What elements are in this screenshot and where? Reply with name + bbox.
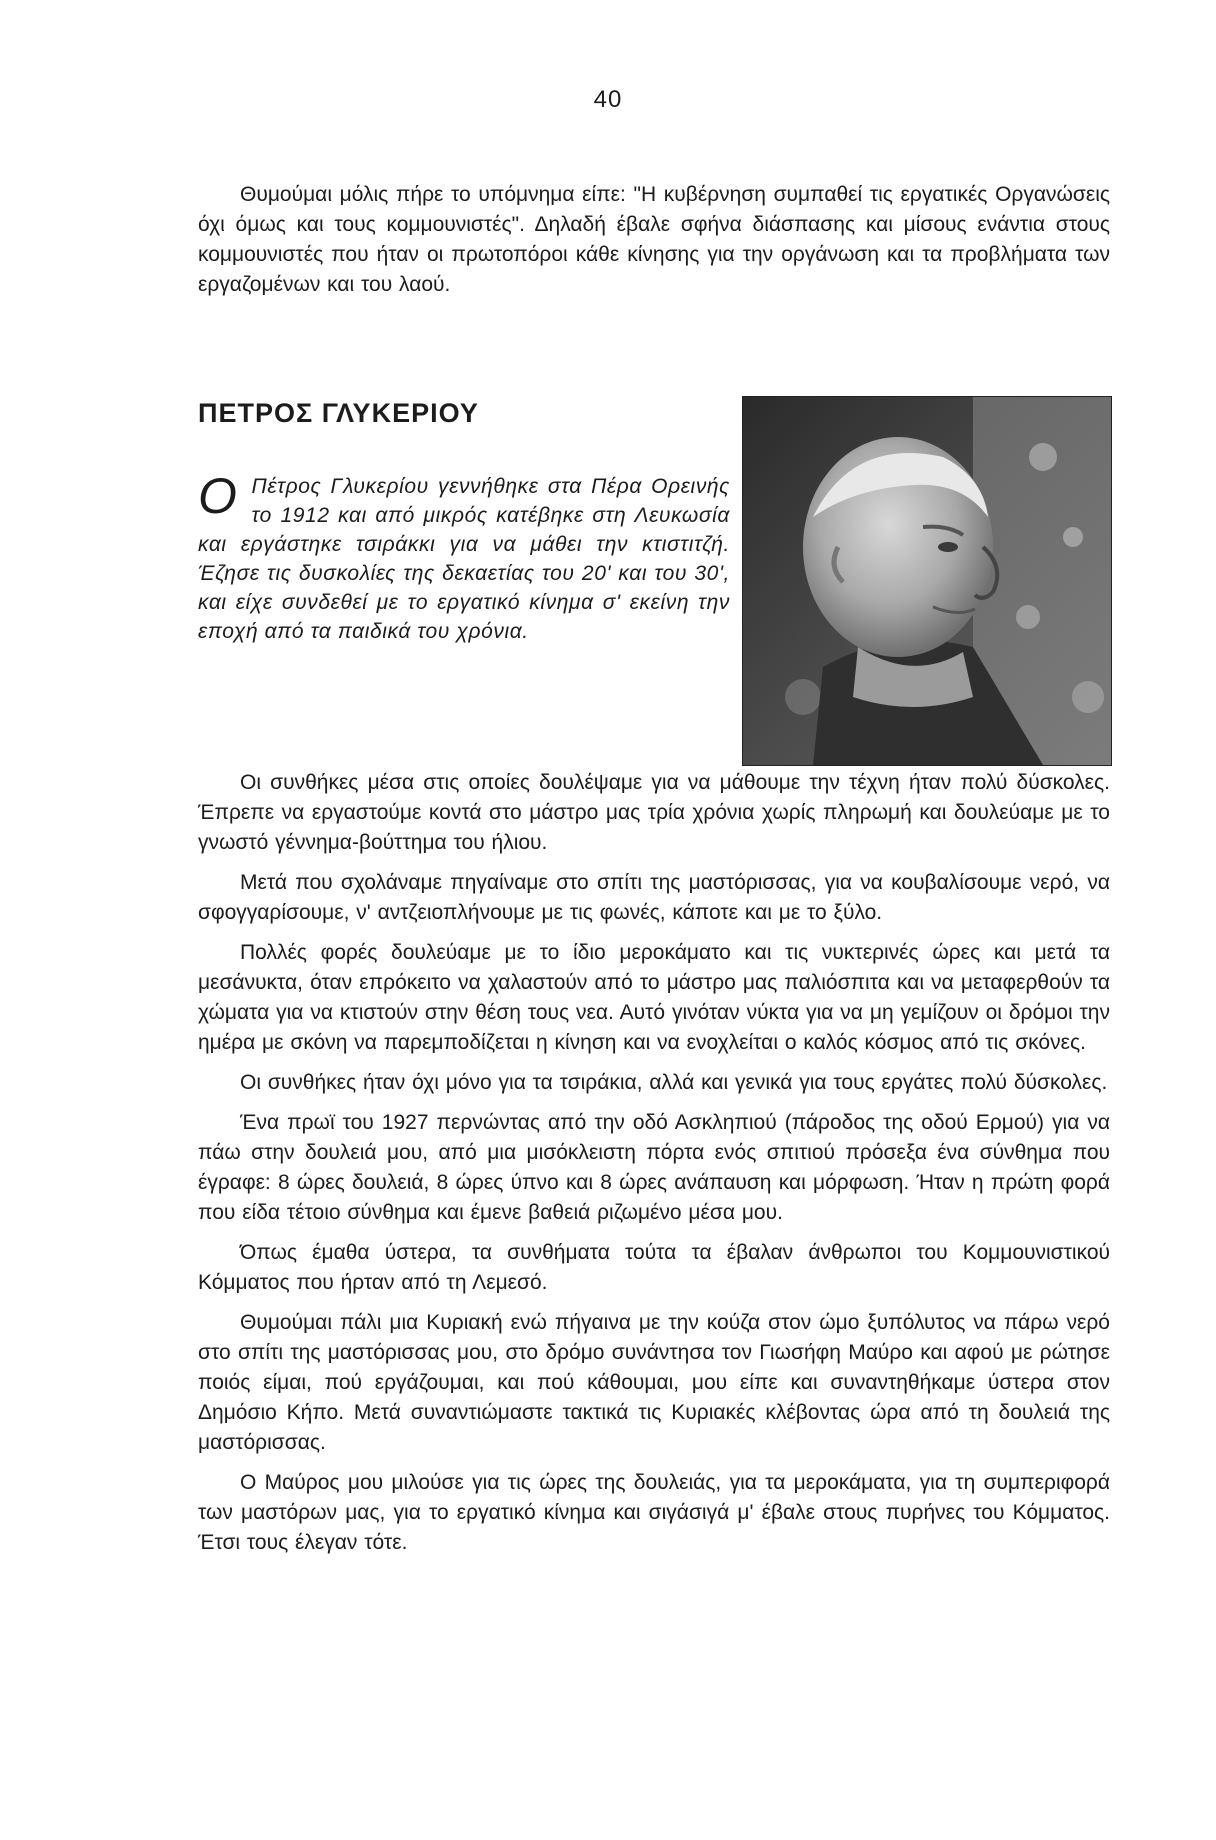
biography-block <box>198 468 730 646</box>
body-paragraph: Οι συνθήκες μέσα στις οποίες δουλέψαμε για να μάθουμε την τέχνη ήταν πολύ δύσκολες. Έπρεπε να εργαστούμε κοντά στο μάστρο μας τρία χρόνια χωρίς πληρωμή και δουλεύαμε με το γνωστό γέννημα-βούττημα του ήλιου. <box>198 771 1110 854</box>
body-paragraph: Ένα πρωϊ του 1927 περνώντας από την οδό Ασκληπιού (πάροδος της οδού Ερμού) για να πάω στην δουλειά μου, από μια μισόκλειστη πόρτα ενός σπιτιού πρόσεξα ένα σύνθημα που έγραφε: 8 ώρες δουλειά, 8 ώρες ύπνο και 8 ώρες ανάπαυση και μόρφωση. Ήταν η πρώτη φορά που είδα τέτοιο σύνθημα και έμενε βαθειά ριζωμένο μέσα μου. <box>198 1111 1110 1224</box>
body-text <box>198 768 1110 1568</box>
drop-cap: Ο <box>198 468 238 524</box>
intro-paragraph-block <box>198 180 1110 310</box>
body-paragraph: Όπως έμαθα ύστερα, τα συνθήματα τούτα τα έβαλαν άνθρωποι του Κομμουνιστικού Κόμματος που ήρταν από τη Λεμεσό. <box>198 1241 1110 1294</box>
body-paragraph: Θυμούμαι πάλι μια Κυριακή ενώ πήγαινα με την κούζα στον ώμο ξυπόλυτος να πάρω νερό στο σπίτι της μαστόρισσας μου, στο δρόμο συνάντησα τον Γιωσήφη Μαύρο και αφού με ρώτησε ποιός είμαι, πού εργάζουμαι, και πού κάθουμαι, μου είπε και συναντηθήκαμε ύστερα στον Δημόσιο Κήπο. Μετά συναντιώμαστε τακτικά τις Κυριακές κλέβοντας ώρα από τη δουλειά της μαστόρισσας. <box>198 1311 1110 1454</box>
portrait-photo <box>742 396 1112 766</box>
body-paragraph: Πολλές φορές δουλεύαμε με το ίδιο μεροκάματο και τις νυκτερινές ώρες και μετά τα μεσάνυκτα, όταν επρόκειτο να χαλαστούν από το μάστρο μας παλιόσπιτα και να μεταφερθούν τα χώματα για να κτιστούν στην θέση τους νεα. Αυτό γινόταν νύκτα για να μη γεμίζουν οι δρόμοι την ημέρα με σκόνη να παρεμποδίζεται η κίνηση και να ενοχλείται ο καλός κόσμος από τις σκόνες. <box>198 941 1110 1054</box>
biography-text: Πέτρος Γλυκερίου γεννήθηκε στα Πέρα Ορεινής το 1912 και από μικρός κατέβηκε στη Λευκωσία και εργάστηκε τσιράκκι για να μάθει την κτιστιτζή. Έζησε τις δυσκολίες της δεκαετίας του 20' και του 30', και είχε συνδεθεί με το εργατικό κίνημα σ' εκείνη την εποχή από τα παιδικά του χρόνια. <box>198 475 730 643</box>
intro-paragraph: Θυμούμαι μόλις πήρε το υπόμνημα είπε: "Η κυβέρνηση συμπαθεί τις εργατικές Οργανώσεις όχι όμως και τους κομμουνιστές". Δηλαδή έβαλε σφήνα διάσπασης και μίσους ενάντια στους κομμουνιστές που ήταν οι πρωτοπόροι κάθε κίνησης για την οργάνωση και τα προβλήματα των εργαζομένων και του λαού. <box>198 183 1110 296</box>
section-heading: ΠΕΤΡΟΣ ΓΛΥΚΕΡΙΟΥ <box>198 398 479 428</box>
body-paragraph: Μετά που σχολάναμε πηγαίναμε στο σπίτι της μαστόρισσας, για να κουβαλίσουμε νερό, να σφογγαρίσουμε, ν' αντζειοπλήνουμε με τις φωνές, κάποτε και με το ξύλο. <box>198 871 1110 924</box>
portrait-image <box>743 397 1111 765</box>
body-paragraph: Ο Μαύρος μου μιλούσε για τις ώρες της δουλειάς, για τα μεροκάματα, για τη συμπεριφορά των μαστόρων μας, για το εργατικό κίνημα και σιγάσιγά μ' έβαλε στους πυρήνες του Κόμματος. Έτσι τους έλεγαν τότε. <box>198 1471 1110 1554</box>
page-number: 40 <box>593 86 623 113</box>
body-paragraph: Οι συνθήκες ήταν όχι μόνο για τα τσιράκια, αλλά και γενικά για τους εργάτες πολύ δύσκολες. <box>240 1071 1108 1094</box>
